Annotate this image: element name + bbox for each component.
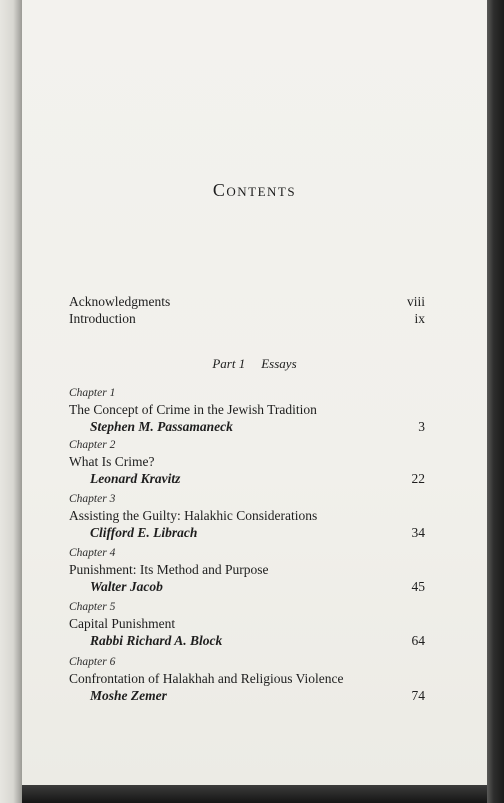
toc-entry-label: Acknowledgments xyxy=(69,294,171,309)
chapter-author-line xyxy=(69,578,425,595)
toc-entry-label: Introduction xyxy=(69,311,136,326)
chapter-entry-3 xyxy=(69,492,425,541)
chapter-page: 22 xyxy=(411,471,425,486)
chapter-author-line xyxy=(69,418,425,435)
chapter-author: Rabbi Richard A. Block xyxy=(90,633,223,648)
chapter-entry-6 xyxy=(69,655,425,704)
chapter-number: Chapter 3 xyxy=(69,493,116,505)
chapter-title: The Concept of Crime in the Jewish Tradition xyxy=(69,402,317,417)
part-name: Essays xyxy=(261,356,297,371)
chapter-author: Walter Jacob xyxy=(90,579,163,594)
chapter-number: Chapter 5 xyxy=(69,601,116,613)
chapter-page: 34 xyxy=(411,525,425,540)
book-bottom-shadow xyxy=(22,785,487,803)
chapter-author: Clifford E. Librach xyxy=(90,525,198,540)
toc-entry-introduction xyxy=(69,310,425,327)
toc-entry-page: viii xyxy=(406,294,425,309)
chapter-author: Leonard Kravitz xyxy=(90,471,181,486)
chapter-page: 64 xyxy=(411,633,425,648)
chapter-number: Chapter 2 xyxy=(69,439,116,451)
chapter-author-line xyxy=(69,687,425,704)
chapter-page: 74 xyxy=(411,688,425,703)
chapter-author: Moshe Zemer xyxy=(90,688,167,703)
chapter-page: 45 xyxy=(411,579,425,594)
chapter-page: 3 xyxy=(418,419,425,434)
chapter-number: Chapter 4 xyxy=(69,547,116,559)
chapter-entry-2 xyxy=(69,438,425,487)
page-title: Contents xyxy=(212,180,297,200)
toc-entry-acknowledgments xyxy=(69,293,425,310)
toc-entry-page: ix xyxy=(414,311,425,326)
chapter-title: Punishment: Its Method and Purpose xyxy=(69,562,269,577)
chapter-entry-1 xyxy=(69,386,425,435)
chapter-number: Chapter 1 xyxy=(69,387,116,399)
part-label: Part 1 xyxy=(212,356,246,371)
chapter-entry-4 xyxy=(69,546,425,595)
chapter-title: Capital Punishment xyxy=(69,616,176,631)
chapter-number: Chapter 6 xyxy=(69,656,116,668)
chapter-entry-5 xyxy=(69,600,425,649)
chapter-author-line xyxy=(69,524,425,541)
chapter-title: Assisting the Guilty: Halakhic Considerations xyxy=(69,508,318,523)
book-edge-shadow xyxy=(487,0,504,803)
chapter-author-line xyxy=(69,470,425,487)
chapter-title: Confrontation of Halakhah and Religious Violence xyxy=(69,671,344,686)
chapter-author-line xyxy=(69,632,425,649)
book-gutter xyxy=(0,0,22,803)
part-heading xyxy=(22,356,487,372)
chapter-author: Stephen M. Passamaneck xyxy=(90,419,233,434)
chapter-title: What Is Crime? xyxy=(69,454,155,469)
book-page xyxy=(22,0,487,785)
